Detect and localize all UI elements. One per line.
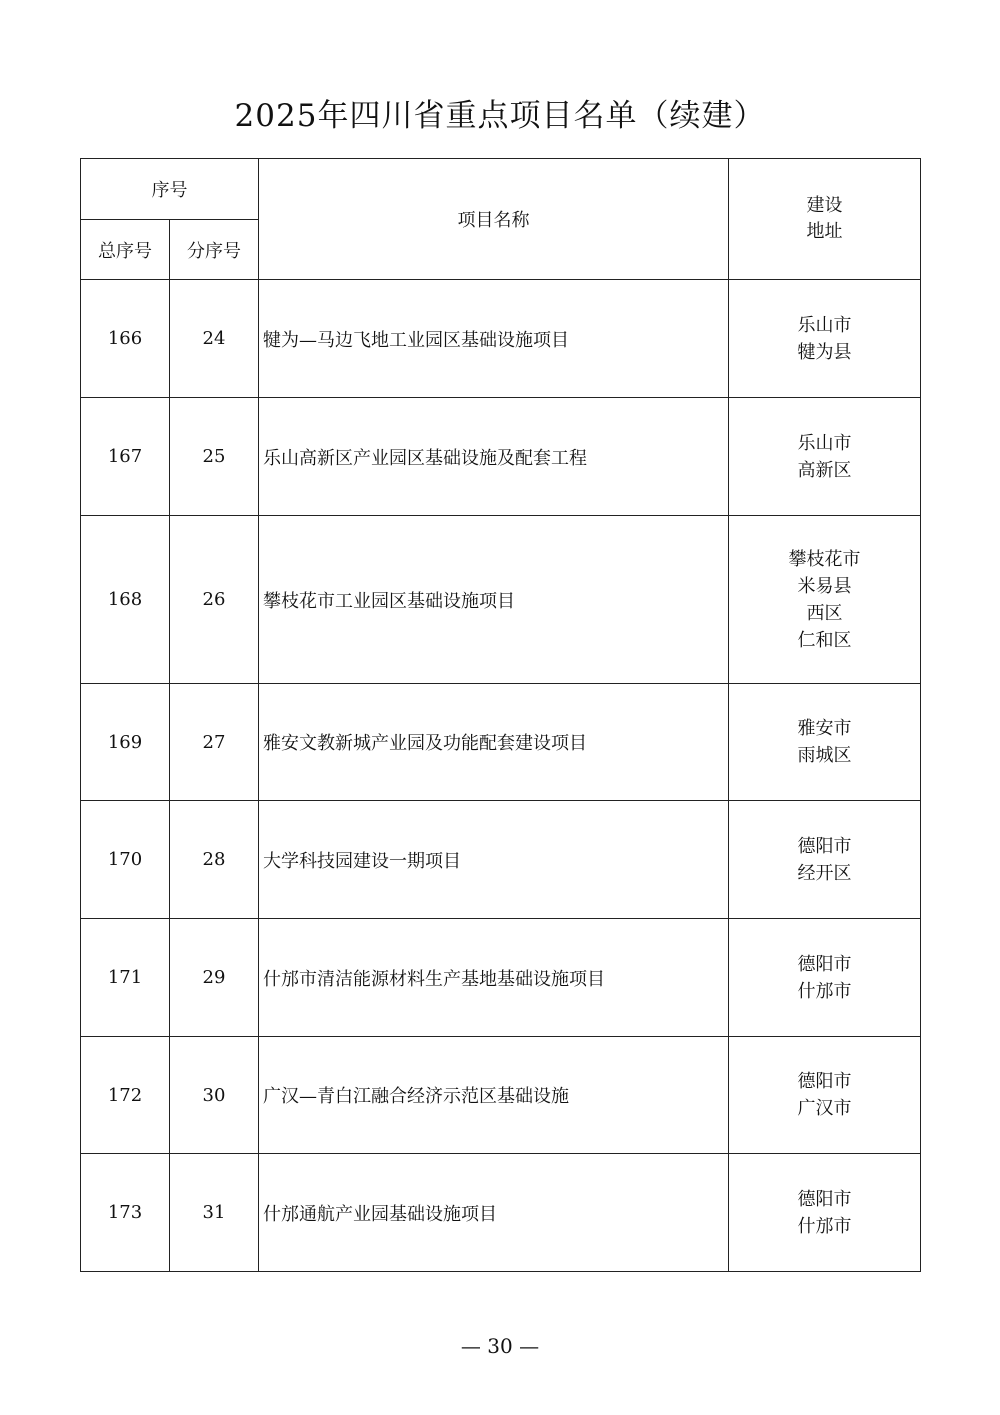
- location-cell: [729, 684, 921, 801]
- location-line: 高新区: [797, 459, 852, 481]
- total-serial-cell: 169: [81, 684, 170, 801]
- header-total-serial: 总序号: [81, 220, 170, 280]
- location-line: 攀枝花市: [788, 548, 861, 570]
- location-line: 广汉市: [797, 1098, 852, 1119]
- location-line: 仁和区: [797, 629, 852, 651]
- sub-serial-cell: 26: [170, 516, 259, 684]
- location-cell: [729, 516, 921, 684]
- header-location-line2: 地址: [806, 221, 843, 242]
- location-cell: [729, 398, 921, 516]
- location-line: 乐山市: [797, 314, 852, 336]
- project-table: [80, 158, 921, 1272]
- total-serial-cell: 173: [81, 1154, 170, 1272]
- total-serial-cell: 167: [81, 398, 170, 516]
- location-line: 德阳市: [797, 1188, 852, 1210]
- location-line: 雨城区: [797, 745, 852, 766]
- project-name-cell: 雅安文教新城产业园及功能配套建设项目: [259, 684, 729, 801]
- location-line: 德阳市: [797, 835, 852, 857]
- location-line: 乐山市: [797, 432, 852, 454]
- total-serial-cell: 168: [81, 516, 170, 684]
- header-location-line1: 建设: [806, 195, 843, 216]
- location-line: 德阳市: [797, 953, 852, 975]
- location-cell: [729, 1154, 921, 1272]
- table-row: [81, 398, 921, 516]
- sub-serial-cell: 24: [170, 280, 259, 398]
- location-line: 什邡市: [797, 1215, 852, 1237]
- location-line: 犍为县: [797, 341, 852, 363]
- table-row: [81, 1037, 921, 1154]
- location-cell: [729, 919, 921, 1037]
- sub-serial-cell: 27: [170, 684, 259, 801]
- location-line: 经开区: [797, 862, 852, 884]
- location-line: 雅安市: [797, 718, 852, 739]
- table-row: [81, 919, 921, 1037]
- table-row: [81, 684, 921, 801]
- total-serial-cell: 172: [81, 1037, 170, 1154]
- project-name-cell: 乐山高新区产业园区基础设施及配套工程: [259, 398, 729, 516]
- location-line: 德阳市: [797, 1071, 852, 1092]
- page-number: — 30 —: [460, 1334, 540, 1358]
- table-row: [81, 801, 921, 919]
- location-cell: [729, 801, 921, 919]
- sub-serial-cell: 30: [170, 1037, 259, 1154]
- location-line: 西区: [806, 602, 843, 624]
- location-cell: [729, 1037, 921, 1154]
- project-name-cell: 广汉—青白江融合经济示范区基础设施: [259, 1037, 729, 1154]
- page-title: 2025年四川省重点项目名单（续建）: [234, 98, 766, 134]
- total-serial-cell: 170: [81, 801, 170, 919]
- header-location: [729, 159, 921, 280]
- total-serial-cell: 171: [81, 919, 170, 1037]
- table-row: [81, 280, 921, 398]
- sub-serial-cell: 29: [170, 919, 259, 1037]
- sub-serial-cell: 28: [170, 801, 259, 919]
- sub-serial-cell: 25: [170, 398, 259, 516]
- location-line: 米易县: [797, 575, 852, 597]
- project-name-cell: 什邡市清洁能源材料生产基地基础设施项目: [259, 919, 729, 1037]
- project-name-cell: 犍为—马边飞地工业园区基础设施项目: [259, 280, 729, 398]
- sub-serial-cell: 31: [170, 1154, 259, 1272]
- project-name-cell: 攀枝花市工业园区基础设施项目: [259, 516, 729, 684]
- total-serial-cell: 166: [81, 280, 170, 398]
- project-name-cell: 什邡通航产业园基础设施项目: [259, 1154, 729, 1272]
- table-row: [81, 516, 921, 684]
- header-project-name: 项目名称: [259, 159, 729, 280]
- table-row: [81, 1154, 921, 1272]
- location-line: 什邡市: [797, 980, 852, 1002]
- project-name-cell: 大学科技园建设一期项目: [259, 801, 729, 919]
- header-serial-group: 序号: [81, 159, 259, 220]
- location-cell: [729, 280, 921, 398]
- header-sub-serial: 分序号: [170, 220, 259, 280]
